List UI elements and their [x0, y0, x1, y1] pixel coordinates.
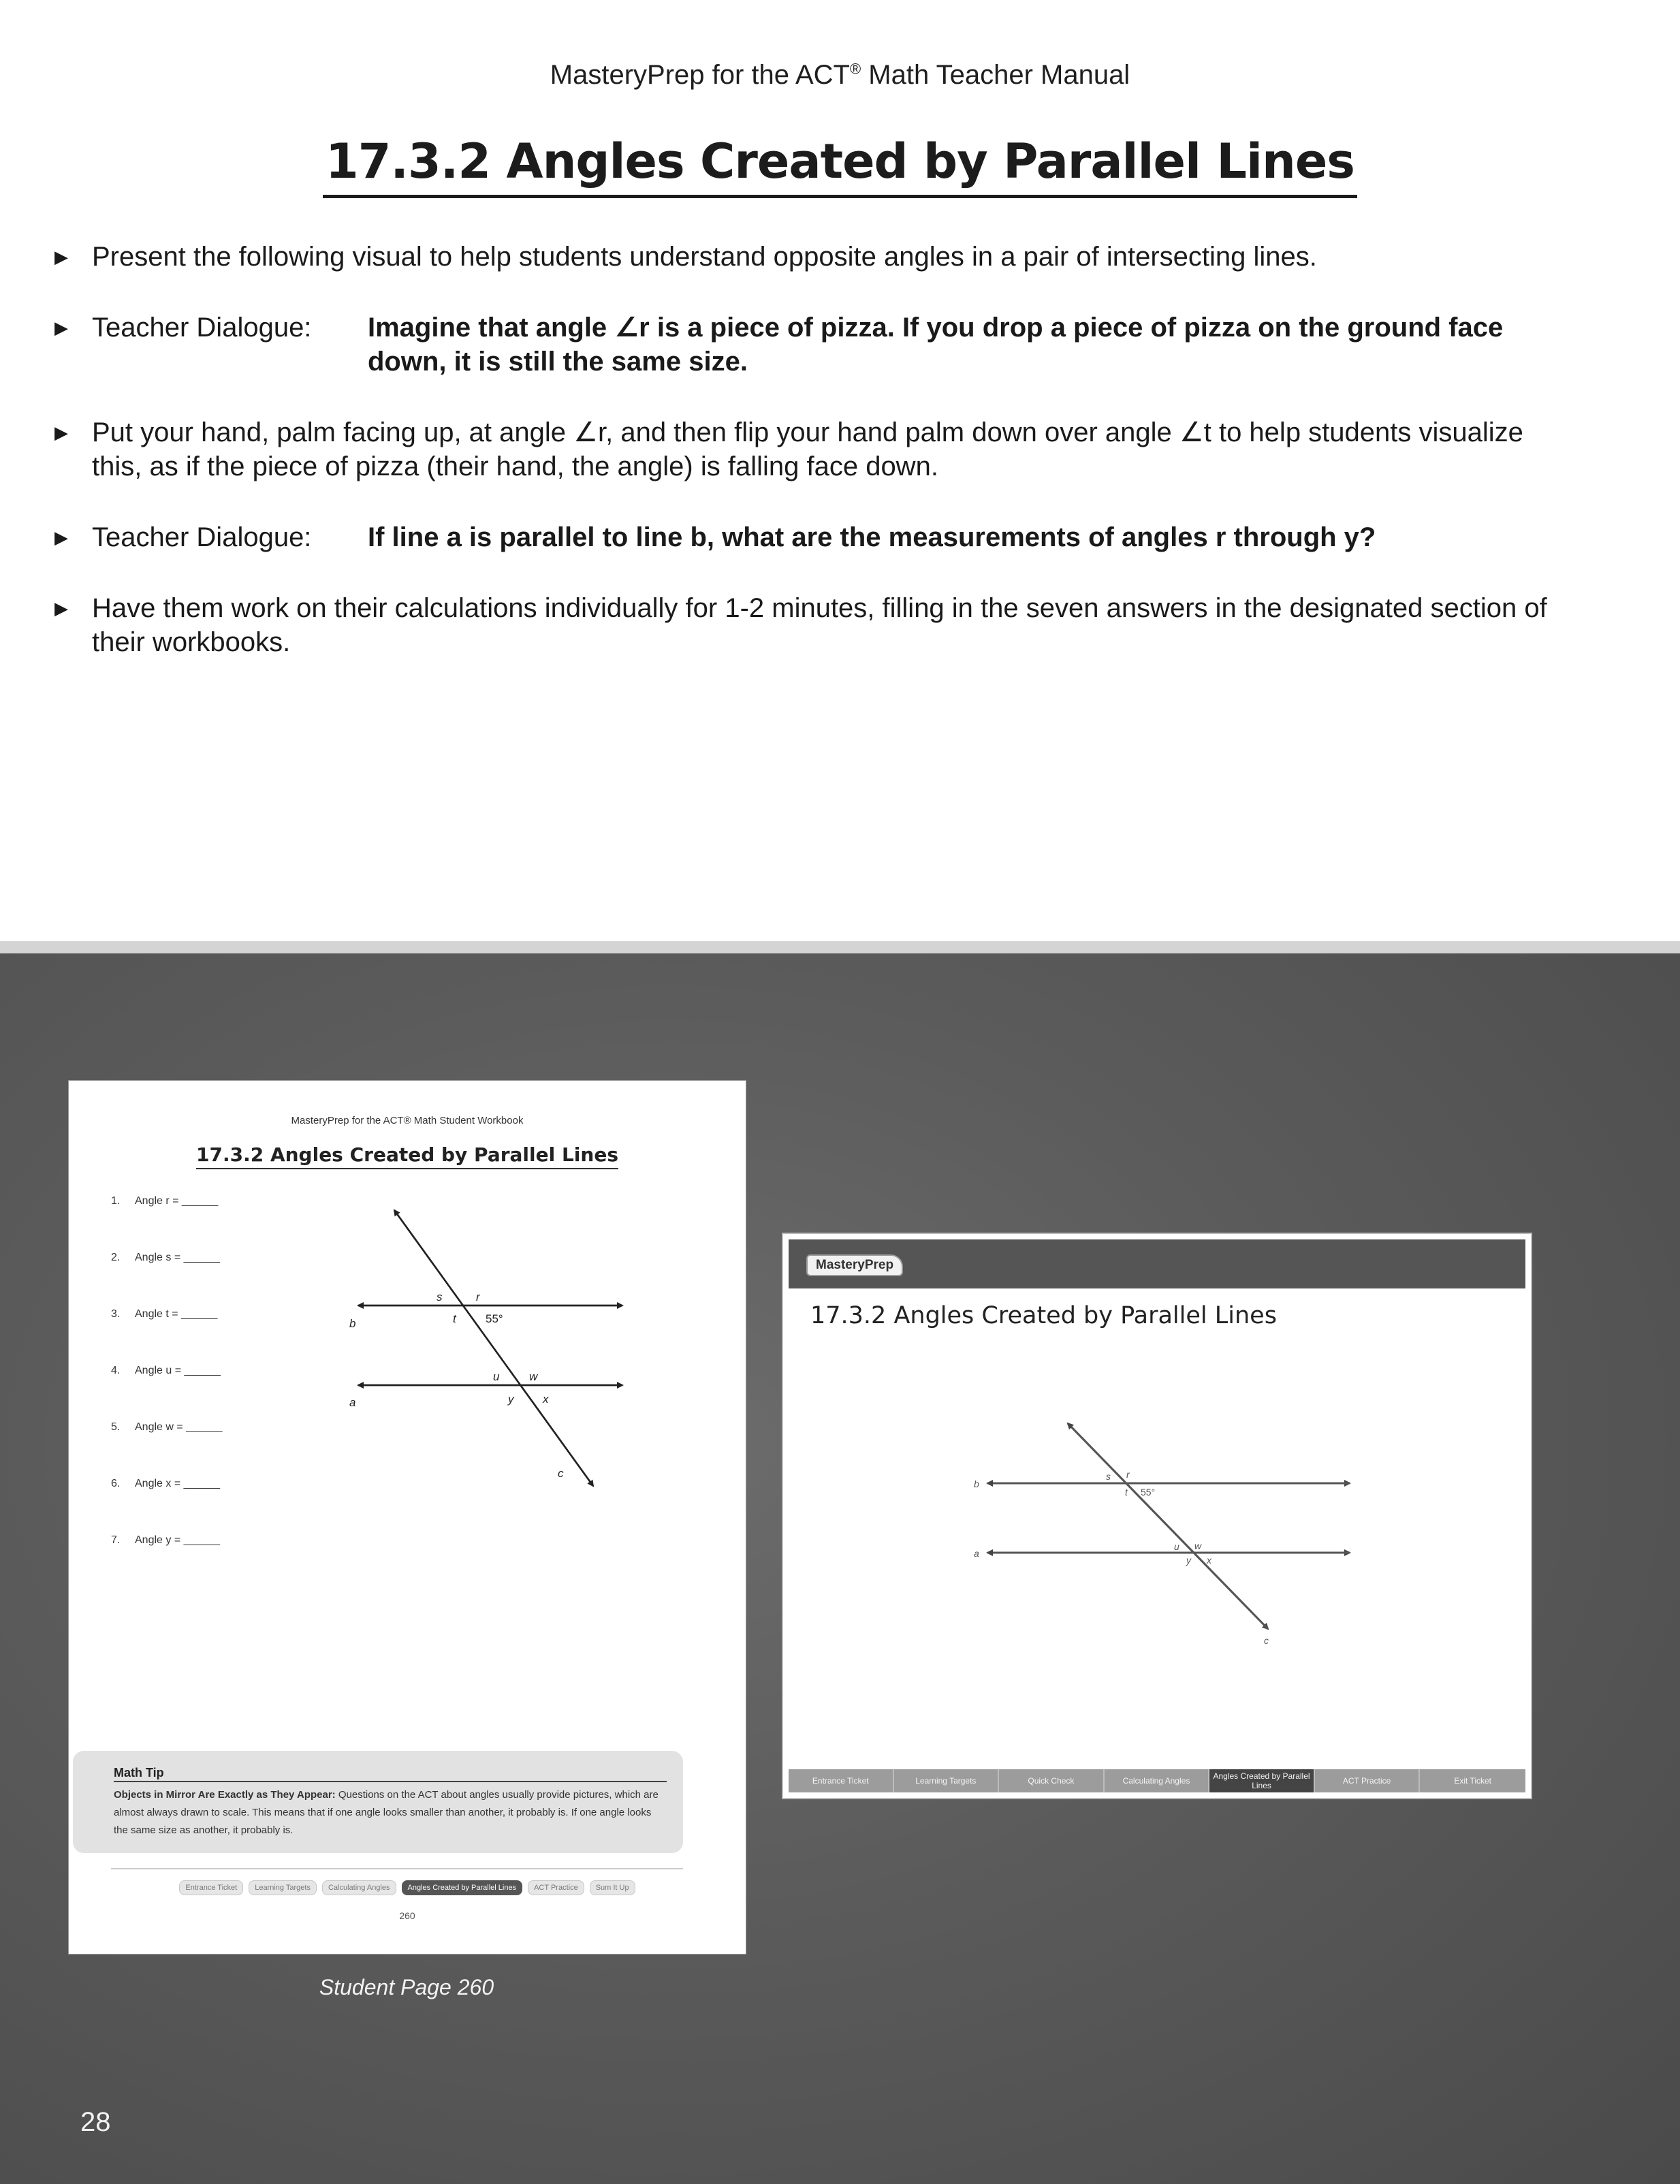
- dialogue-label: Teacher Dialogue:: [92, 313, 312, 343]
- page-title-text: 17.3.2 Angles Created by Parallel Lines: [323, 133, 1357, 198]
- presentation-slide: [782, 1233, 1532, 1799]
- slide-nav-item-active[interactable]: Angles Created by Parallel Lines: [1209, 1769, 1315, 1792]
- transversal-c-top-arrow: [394, 1210, 593, 1486]
- workbook-nav-item[interactable]: Entrance Ticket: [179, 1880, 243, 1895]
- slide-label-x: x: [1207, 1555, 1211, 1566]
- dialogue-text: Imagine that angle ∠r is a piece of pizza. If you drop a piece of pizza on the ground face down, it is still the same size.: [368, 313, 1504, 377]
- label-c: c: [558, 1467, 564, 1480]
- instruction-list: [54, 240, 1580, 696]
- label-t: t: [453, 1312, 456, 1325]
- slide-label-r: r: [1126, 1469, 1130, 1480]
- teacher-dialogue-item: [54, 311, 1580, 379]
- header-text-rest: Math Teacher Manual: [861, 60, 1130, 90]
- question-text: Angle u = ______: [135, 1365, 221, 1376]
- label-x: x: [543, 1393, 549, 1406]
- dialogue-text: If line a is parallel to line b, what are the measurements of angles r through y?: [368, 522, 1376, 552]
- question-number: 3.: [111, 1308, 121, 1320]
- instruction-item: [54, 591, 1580, 659]
- bullet-arrow-icon: ▶: [54, 247, 68, 267]
- slide-label-y: y: [1186, 1555, 1191, 1566]
- question-number: 5.: [111, 1421, 121, 1433]
- instruction-text: Put your hand, palm facing up, at angle ∠r, and then flip your hand palm down over angle ∠t to help students visualize this, as if the piece of pizza (their hand, the angle) is falling face down.: [92, 417, 1523, 481]
- question-number: 1.: [111, 1195, 121, 1207]
- manual-header: [0, 60, 1680, 91]
- header-text: MasteryPrep for the ACT: [550, 60, 850, 90]
- slide-title: 17.3.2 Angles Created by Parallel Lines: [810, 1302, 1277, 1329]
- math-tip-rule: [114, 1781, 667, 1782]
- bullet-arrow-icon: ▶: [54, 598, 68, 618]
- dialogue-label: Teacher Dialogue:: [92, 522, 312, 552]
- instruction-item: [54, 415, 1580, 484]
- question-number: 2.: [111, 1252, 121, 1263]
- math-tip-body: [114, 1786, 667, 1839]
- slide-label-b: b: [974, 1478, 979, 1489]
- slide-nav-bar: [789, 1769, 1525, 1792]
- workbook-nav-item[interactable]: Calculating Angles: [322, 1880, 396, 1895]
- slide-nav-item[interactable]: Entrance Ticket: [789, 1769, 894, 1792]
- bullet-arrow-icon: ▶: [54, 317, 68, 338]
- page-number: 28: [80, 2107, 111, 2137]
- workbook-nav-item-active[interactable]: Angles Created by Parallel Lines: [402, 1880, 523, 1895]
- slide-nav-item[interactable]: ACT Practice: [1315, 1769, 1421, 1792]
- section-divider: [0, 941, 1680, 953]
- instruction-item: [54, 240, 1580, 274]
- label-u: u: [493, 1370, 500, 1383]
- label-w: w: [529, 1370, 538, 1383]
- label-r: r: [476, 1291, 480, 1303]
- slide-nav-item[interactable]: Exit Ticket: [1454, 1776, 1491, 1786]
- slide-label-t: t: [1125, 1487, 1128, 1498]
- page-title: [0, 133, 1680, 198]
- slide-angle-diagram: [783, 1234, 1534, 1801]
- label-a: a: [349, 1396, 356, 1409]
- label-55-degrees: 55°: [486, 1312, 503, 1325]
- slide-nav-item[interactable]: Calculating Angles: [1105, 1769, 1210, 1792]
- question-text: Angle t = ______: [135, 1308, 218, 1320]
- label-y: y: [508, 1393, 514, 1406]
- workbook-page-number: 260: [399, 1910, 415, 1921]
- bullet-arrow-icon: ▶: [54, 527, 68, 548]
- question-text: Angle y = ______: [135, 1534, 220, 1546]
- label-s: s: [437, 1291, 443, 1303]
- label-b: b: [349, 1317, 356, 1330]
- workbook-nav-item[interactable]: ACT Practice: [528, 1880, 584, 1895]
- question-number: 4.: [111, 1365, 121, 1376]
- bullet-arrow-icon: ▶: [54, 422, 68, 443]
- slide-label-s: s: [1106, 1471, 1111, 1482]
- instruction-text: Have them work on their calculations individually for 1-2 minutes, filling in the seven answers in the designated section of their workbooks.: [92, 593, 1547, 657]
- slide-label-55-degrees: 55°: [1141, 1487, 1156, 1498]
- slide-nav-item[interactable]: Quick Check: [999, 1769, 1105, 1792]
- slide-label-u: u: [1174, 1541, 1179, 1552]
- question-text: Angle x = ______: [135, 1478, 220, 1489]
- math-tip-box: [73, 1751, 683, 1853]
- instruction-text: Present the following visual to help students understand opposite angles in a pair of intersecting lines.: [92, 242, 1317, 272]
- workbook-header: MasteryPrep for the ACT® Math Student Workbook: [291, 1115, 524, 1126]
- question-number: 7.: [111, 1534, 121, 1546]
- math-tip-lead: Objects in Mirror Are Exactly as They Appear:: [114, 1789, 336, 1801]
- question-text: Angle w = ______: [135, 1421, 223, 1433]
- slide-transversal-c-top-arrow: [1068, 1423, 1268, 1629]
- student-page-caption: Student Page 260: [319, 1975, 494, 1999]
- slide-label-w: w: [1194, 1540, 1202, 1551]
- workbook-nav-item[interactable]: Learning Targets: [249, 1880, 317, 1895]
- workbook-nav-item[interactable]: Sum It Up: [590, 1880, 635, 1895]
- workbook-footer-rule: [111, 1868, 683, 1869]
- teacher-dialogue-item: [54, 520, 1580, 554]
- workbook-title-text: 17.3.2 Angles Created by Parallel Lines: [196, 1143, 618, 1169]
- slide-nav-item[interactable]: Learning Targets: [894, 1769, 1000, 1792]
- registered-mark: ®: [849, 60, 861, 78]
- masteryprep-logo: MasteryPrep: [806, 1254, 903, 1276]
- math-tip-text: Questions on the ACT about angles usually provide pictures, which are almost always drawn to scale. This means that if one angle looks smaller than another, it probably is. If one angle looks the same size as another, it probably is.: [114, 1789, 659, 1836]
- question-text: Angle r = ______: [135, 1195, 219, 1207]
- workbook-nav: [69, 1880, 746, 1895]
- question-number: 6.: [111, 1478, 121, 1489]
- slide-label-a: a: [974, 1548, 979, 1559]
- student-workbook-page: [68, 1080, 746, 1954]
- slide-label-c: c: [1264, 1635, 1269, 1646]
- question-text: Angle s = ______: [135, 1252, 220, 1263]
- math-tip-title: Math Tip: [114, 1766, 164, 1779]
